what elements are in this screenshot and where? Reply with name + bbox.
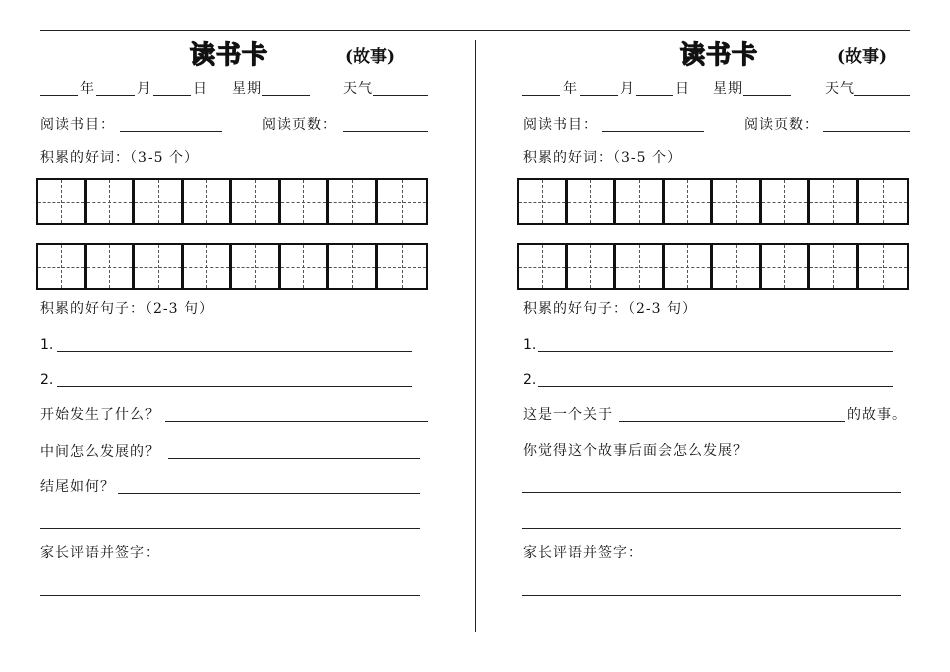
question-label: 开始发生了什么？ <box>40 407 160 423</box>
parent-rule <box>40 595 420 596</box>
book-label: 阅读书目： <box>523 117 598 133</box>
month-blank <box>580 80 618 96</box>
grid-cell <box>184 245 233 288</box>
question-label: 中间怎么发展的？ <box>40 444 160 460</box>
answer-blank <box>165 406 428 422</box>
grid-cell <box>329 180 378 223</box>
question-label: 结尾如何？ <box>40 479 115 495</box>
grid-cell <box>519 245 568 288</box>
pages-label: 阅读页数： <box>262 117 337 133</box>
book-blank <box>602 116 704 132</box>
grid-cell <box>135 245 184 288</box>
weekday-label: 星期 <box>713 81 743 97</box>
grid-cell <box>38 180 87 223</box>
grid-cell <box>616 180 665 223</box>
sentence-number: 2. <box>40 372 54 388</box>
grid-cell <box>665 180 714 223</box>
day-label: 日 <box>193 81 208 97</box>
grid-cell <box>281 245 330 288</box>
grid-cell <box>762 245 811 288</box>
reading-card-left <box>40 0 432 672</box>
answer-rule <box>522 492 901 493</box>
grid-cell <box>329 245 378 288</box>
grid-cell <box>87 245 136 288</box>
book-blank <box>120 116 222 132</box>
grid-cell <box>568 245 617 288</box>
weather-blank <box>854 80 910 96</box>
words-row <box>521 149 913 167</box>
sentence-number: 2. <box>523 372 537 388</box>
month-label: 月 <box>137 81 152 97</box>
day-label: 日 <box>675 81 690 97</box>
year-blank <box>522 80 560 96</box>
words-label: 积累的好词：（3-5 个） <box>523 150 682 166</box>
reading-card-right <box>521 0 913 672</box>
answer-blank <box>168 443 420 459</box>
card-title: 读书卡 <box>680 40 759 69</box>
future-question-row <box>521 442 913 460</box>
question-beginning <box>40 406 432 424</box>
about-suffix: 的故事。 <box>847 407 907 423</box>
story-about-row <box>521 406 913 424</box>
grid-cell <box>713 180 762 223</box>
grid-cell <box>232 180 281 223</box>
sentence-blank <box>538 336 893 352</box>
grid-cell <box>616 245 665 288</box>
sentences-row <box>521 300 913 318</box>
card-subtitle: (故事) <box>345 47 396 67</box>
month-blank <box>96 80 135 96</box>
card-subtitle: (故事) <box>837 47 888 67</box>
grid-cell <box>87 180 136 223</box>
grid-cell <box>859 180 908 223</box>
year-label: 年 <box>563 81 578 97</box>
grid-cell <box>378 180 427 223</box>
grid-cell <box>810 245 859 288</box>
sentence-number: 1. <box>523 337 537 353</box>
grid-cell <box>762 180 811 223</box>
about-blank <box>619 406 845 422</box>
parent-row <box>521 544 913 562</box>
pages-label: 阅读页数： <box>744 117 819 133</box>
parent-label: 家长评语并签字： <box>40 545 160 561</box>
grid-cell <box>232 245 281 288</box>
sentence-blank <box>57 371 412 387</box>
parent-row <box>40 544 432 562</box>
answer-rule <box>40 528 420 529</box>
sentence-blank <box>57 336 412 352</box>
weekday-blank <box>262 80 310 96</box>
parent-label: 家长评语并签字： <box>523 545 643 561</box>
pages-blank <box>343 116 428 132</box>
grid-cell <box>810 180 859 223</box>
center-divider <box>475 40 476 632</box>
question-middle <box>40 443 432 461</box>
date-row <box>40 80 432 98</box>
book-label: 阅读书目： <box>40 117 115 133</box>
words-label: 积累的好词：（3-5 个） <box>40 150 199 166</box>
answer-rule <box>522 528 901 529</box>
grid-cell <box>859 245 908 288</box>
grid-cell <box>135 180 184 223</box>
sentences-row <box>40 300 432 318</box>
year-blank <box>40 80 78 96</box>
word-grid-1 <box>517 178 909 225</box>
day-blank <box>636 80 673 96</box>
parent-rule <box>522 595 901 596</box>
sentence-blank <box>538 371 893 387</box>
day-blank <box>153 80 191 96</box>
weather-label: 天气 <box>825 81 855 97</box>
grid-cell <box>281 180 330 223</box>
sentences-label: 积累的好句子：（2-3 句） <box>40 301 214 317</box>
book-row <box>521 116 913 134</box>
grid-cell <box>713 245 762 288</box>
grid-cell <box>519 180 568 223</box>
sentence-number: 1. <box>40 337 54 353</box>
weekday-label: 星期 <box>232 81 262 97</box>
word-grid-2 <box>36 243 428 290</box>
grid-cell <box>378 245 427 288</box>
word-grid-2 <box>517 243 909 290</box>
words-row <box>40 149 432 167</box>
grid-cell <box>568 180 617 223</box>
grid-cell <box>665 245 714 288</box>
year-label: 年 <box>80 81 95 97</box>
word-grid-1 <box>36 178 428 225</box>
question-ending <box>40 478 432 496</box>
weather-blank <box>373 80 428 96</box>
sentence-line-1 <box>521 336 913 354</box>
sentence-line-1 <box>40 336 432 354</box>
pages-blank <box>823 116 910 132</box>
card-title: 读书卡 <box>190 40 269 69</box>
date-row <box>521 80 913 98</box>
answer-blank <box>118 478 420 494</box>
sentence-line-2 <box>40 371 432 389</box>
about-prefix: 这是一个关于 <box>523 407 613 423</box>
book-row <box>40 116 432 134</box>
grid-cell <box>184 180 233 223</box>
future-question: 你觉得这个故事后面会怎么发展？ <box>523 443 748 459</box>
sentence-line-2 <box>521 371 913 389</box>
month-label: 月 <box>620 81 635 97</box>
sentences-label: 积累的好句子：（2-3 句） <box>523 301 697 317</box>
weekday-blank <box>743 80 791 96</box>
grid-cell <box>38 245 87 288</box>
weather-label: 天气 <box>343 81 373 97</box>
